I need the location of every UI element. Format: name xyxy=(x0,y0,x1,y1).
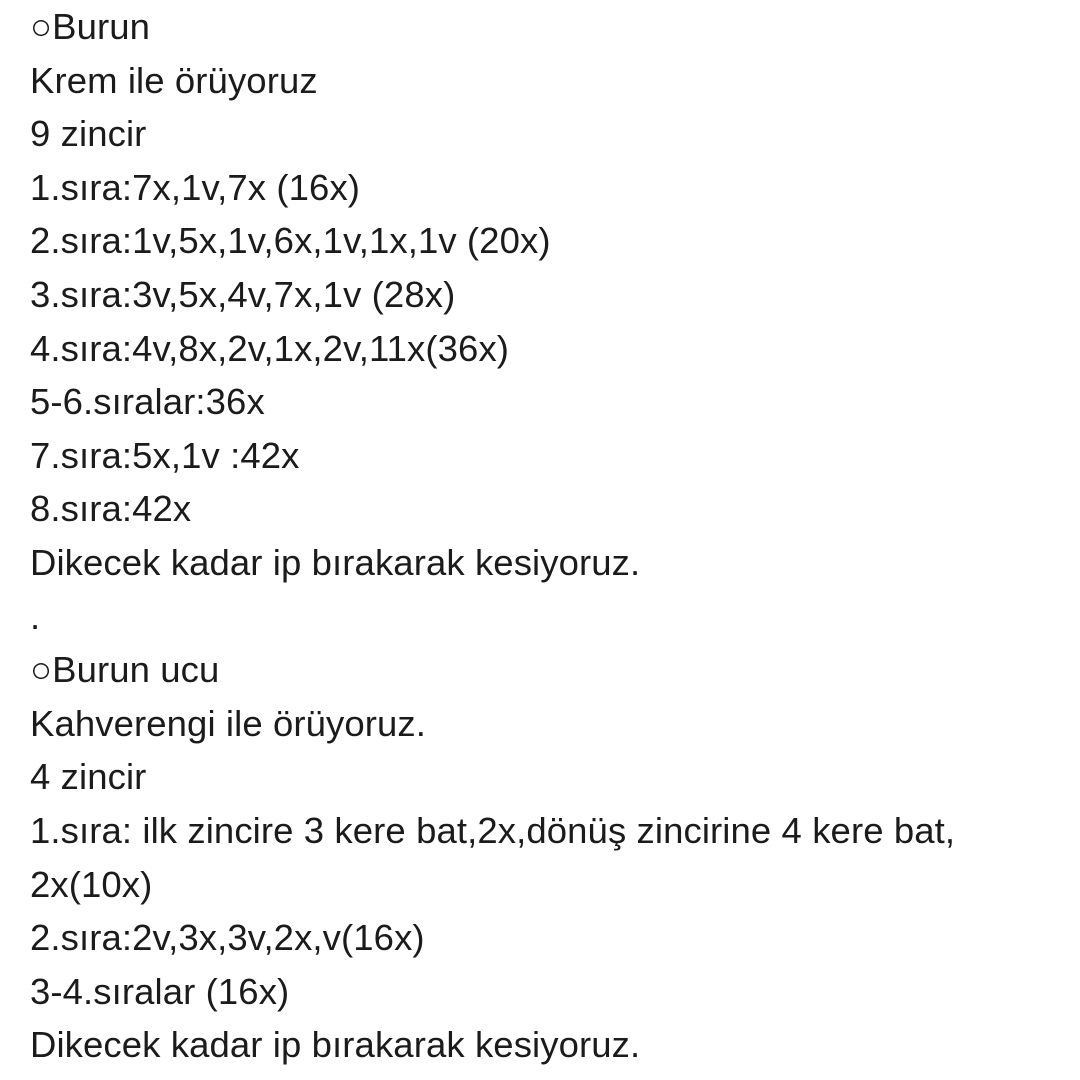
text-line: Dikecek kadar ip bırakarak kesiyoruz. xyxy=(30,541,641,583)
text-line: 9 zincir xyxy=(30,113,147,155)
row-instruction: 2.sıra:1v,5x,1v,6x,1v,1x,1v (20x) xyxy=(30,220,551,262)
text-line: 4 zincir xyxy=(30,756,147,798)
row-instruction: 1.sıra: ilk zincire 3 kere bat,2x,dönüş zincirine 4 kere bat, 2x(10x) xyxy=(30,809,956,905)
text-line: Kahverengi ile örüyoruz. xyxy=(30,702,427,744)
section-heading-burun: ○Burun xyxy=(30,6,151,47)
text-line: Krem ile örüyoruz xyxy=(30,59,318,101)
row-instruction: 4.sıra:4v,8x,2v,1x,2v,11x(36x) xyxy=(30,327,510,369)
row-instruction: 3.sıra:3v,5x,4v,7x,1v (28x) xyxy=(30,273,456,315)
pattern-document xyxy=(30,0,1060,1072)
row-instruction: 5-6.sıralar:36x xyxy=(30,381,265,423)
row-instruction: 8.sıra:42x xyxy=(30,488,192,530)
section-heading-burun-ucu: ○Burun ucu xyxy=(30,649,220,691)
row-instruction: 2.sıra:2v,3x,3v,2x,v(16x) xyxy=(30,917,425,959)
text-line: Dikecek kadar ip bırakarak kesiyoruz. xyxy=(30,1024,641,1066)
row-instruction: 7.sıra:5x,1v :42x xyxy=(30,434,300,476)
separator-dot: . xyxy=(30,595,41,637)
row-instruction: 1.sıra:7x,1v,7x (16x) xyxy=(30,166,361,208)
row-instruction: 3-4.sıralar (16x) xyxy=(30,970,290,1012)
